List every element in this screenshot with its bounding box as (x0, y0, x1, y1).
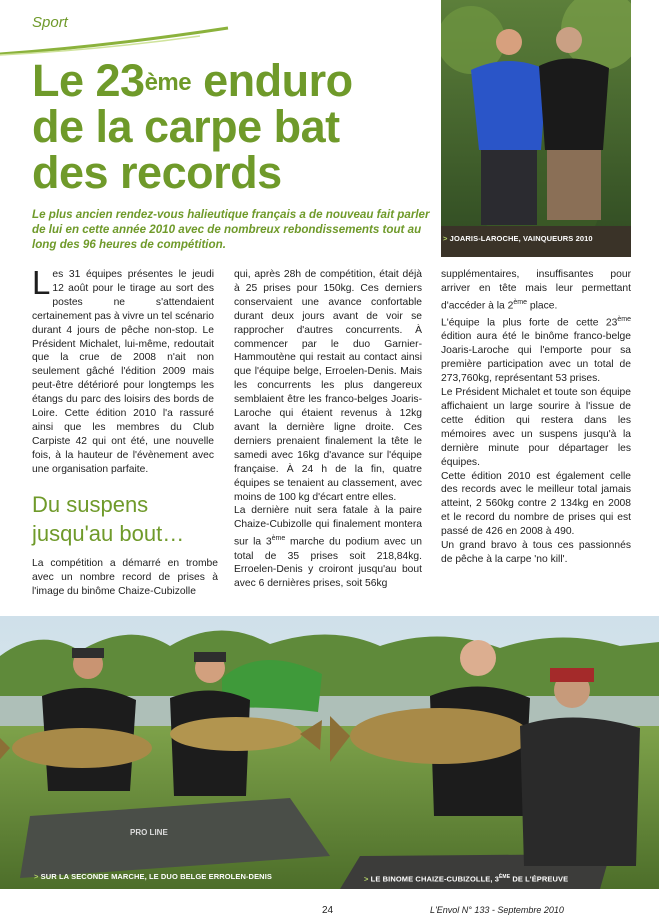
photo-podium (0, 616, 659, 889)
column3-paragraph-4: Cette édition 2010 est également celle des records avec le meilleur total jamais atteint, 2 560kg contre 2 134kg en 2008 et le record du nombre de prises qui est passé de 426 en 2008 à 490. (441, 470, 631, 538)
caption-arrow-icon: > (34, 872, 39, 881)
lead-paragraph: Le plus ancien rendez-vous halieutique français a de nouveau fait parler de lui en cette année 2010 avec de nombreux rebondissements tout au long des 96 heures de compétition. (32, 208, 430, 251)
section-label: Sport (32, 14, 68, 31)
column1b-text: La compétition a démarré en trombe avec un nombre record de prises à l'image du binôme Chaize-Cubizolle (32, 558, 218, 597)
column3-paragraph-3: Le Président Michalet et toute son équipe affichaient un large sourire à l'issue de cette édition qui restera dans les mémoires avec un suspens jusqu'à la dernière minute pour départager les équipes. (441, 387, 631, 468)
caption-winners: > JOARIS-LAROCHE, VAINQUEURS 2010 (443, 234, 593, 243)
column2-paragraph-2: La dernière nuit sera fatale à la paire Chaize-Cubizolle qui finalement montera sur la 3ème marche du podium avec un total de 35 prises soit 218,84kg. Erroelen-Denis y croiront jusqu'au bout avec 6 dernières prises, soit 56kg (234, 505, 422, 590)
publication-footer: L'Envol N° 133 - Septembre 2010 (430, 905, 564, 915)
column3-paragraph-5: Un grand bravo à tous ces passionnés de pêche à la carpe 'no kill'. (441, 540, 631, 565)
photo-winners-image (441, 0, 631, 257)
column2-paragraph-1: qui, après 28h de compétition, était déjà à 25 prises pour 150kg. Ces derniers conservaient une avance confortable durant deux jours avant de voir se rapprocher d'autres concurrents. À commencer par le duo Garnier-Hammoutène qui restait au contact ainsi que l'équipe belge, Erroelen-Denis. Mais les concurrents les plus dangereux semblaient être les franco-belges Joaris-Laroche qui étaient revenus à 12kg avant la dernière ligne droite. Ces derniers prenaient finalement la tête le samedi avec 16kg d'avance sur l'équipe française. À 24 h de la fin, quatre équipes se tenaient au classement, avec moins de 100 kg d'écart entre elles. (234, 269, 422, 503)
subheading: Du suspens jusqu'au bout… (32, 492, 185, 546)
caption-arrow-icon: > (364, 874, 369, 884)
article-column-2 (234, 268, 422, 591)
caption-arrow-icon: > (443, 234, 448, 243)
article-column-1 (32, 264, 215, 477)
photo-winners (441, 0, 631, 257)
column3-paragraph-2: L'équipe la plus forte de cette 23ème édition aura été le binôme franco-belge Joaris-Laroche qui l'emporte pour sa première participation avec un total de 273,760kg, représentant 53 prises. (441, 316, 631, 385)
article-column-1b (32, 557, 218, 599)
page-number: 24 (322, 905, 334, 916)
caption-second-place: > SUR LA SECONDE MARCHE, LE DUO BELGE ERROLEN-DENIS (34, 872, 272, 881)
drop-cap: L (32, 264, 51, 301)
column3-paragraph-1: supplémentaires, insuffisantes pour arriver en tête mais leur permettant d'accéder à la 2ème place. (441, 269, 631, 312)
headline-line3: des records (32, 147, 282, 198)
headline-line1: Le 23ème enduro (32, 55, 353, 106)
headline (32, 55, 432, 198)
article-column-3 (441, 268, 631, 567)
column1-text: es 31 équipes présentes le jeudi 12 août pour le tirage au sort des postes ne s'attendaient certainement pas à vivre un tel scénario durant 4 jours de pêche non-stop. Le Président Michalet, lui-même, redoutait que la crue de 2008 n'ait non seulement gâché l'édition 2009 mais peut-être détérioré pour longtemps les étangs du parc des loisirs des bords de Loire. Cette édition 2010 l'a rassuré ainsi que les membres du Club Carpiste 42 qui ont été, une nouvelle fois, à la hauteur de l'évènement avec une organisation parfaite. (32, 269, 215, 475)
caption-third-place: > LE BINOME CHAIZE-CUBIZOLLE, 3ÈME DE L'ÉPREUVE (364, 874, 569, 884)
photo-podium-image (0, 616, 659, 889)
header-swoosh (0, 24, 230, 58)
mat-brand-label: PRO LINE (130, 828, 168, 837)
headline-line2: de la carpe bat (32, 101, 340, 152)
